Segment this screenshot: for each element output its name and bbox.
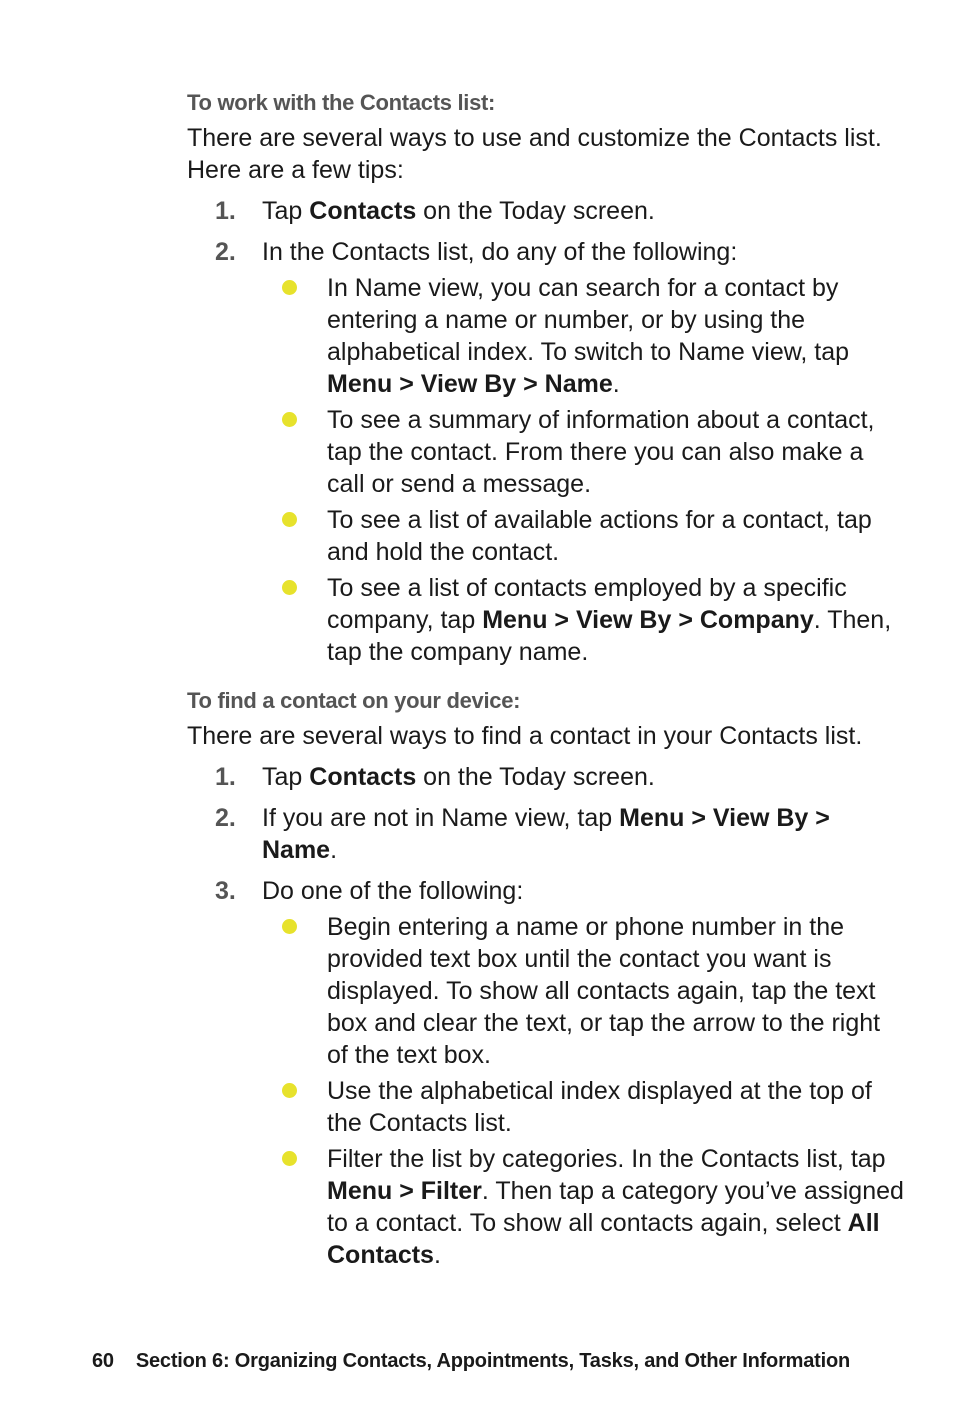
bullet-bold: Menu > View By > Company <box>482 606 814 634</box>
bullet-icon <box>282 1083 297 1098</box>
bullet-text: To see a summary of information about a contact, tap the contact. From there you can also make a call or send a message. <box>327 406 875 498</box>
bullet-text: Begin entering a name or phone number in the provided text box until the contact you want is displayed. To show all contacts again, tap the text box and clear the text, or tap the arrow to the right of the text box. <box>327 913 881 1069</box>
list-item <box>262 404 907 500</box>
bullet-icon <box>282 512 297 527</box>
step-number: 2. <box>215 238 236 266</box>
step-bold: Menu > View By > Name <box>262 804 830 864</box>
page-content <box>187 88 907 1275</box>
bullet-text: To see a list of available actions for a contact, tap and hold the contact. <box>327 506 872 566</box>
bullet-bold: Menu > Filter <box>327 1177 482 1205</box>
section-heading-work-with-contacts: To work with the Contacts list: <box>187 90 496 115</box>
step-item <box>187 195 907 227</box>
section-intro: There are several ways to use and customize the Contacts list. Here are a few tips: <box>187 124 882 184</box>
bullet-icon <box>282 412 297 427</box>
bullet-text: . Then tap a category you’ve assigned to a contact. To show all contacts again, select <box>327 1177 904 1237</box>
step-text: on the Today screen. <box>416 197 655 225</box>
bullet-text: . Then, tap the company name. <box>327 606 892 666</box>
bullet-text: . <box>612 370 620 398</box>
step-text: on the Today screen. <box>416 763 655 791</box>
step-number: 2. <box>215 804 236 832</box>
bullet-text: In Name view, you can search for a contact by entering a name or number, or by using the alphabetical index. To switch to Name view, tap <box>327 274 850 366</box>
bullet-text: Use the alphabetical index displayed at the top of the Contacts list. <box>327 1077 872 1137</box>
footer-section-title: Section 6: Organizing Contacts, Appointments, Tasks, and Other Information <box>135 1350 851 1372</box>
section-heading-find-contact: To find a contact on your device: <box>187 688 521 713</box>
bullet-bold: Menu > View By > Name <box>327 370 613 398</box>
list-item <box>262 272 907 400</box>
step-text: Do one of the following: <box>262 877 524 905</box>
step-text: . <box>330 836 338 864</box>
step-item <box>187 236 907 668</box>
list-item <box>262 1075 907 1139</box>
step-number: 1. <box>215 763 236 791</box>
bullet-text: To see a list of contacts employed by a specific company, tap <box>327 574 847 634</box>
step-text: If you are not in Name view, tap <box>262 804 620 832</box>
step-text: In the Contacts list, do any of the following: <box>262 238 738 266</box>
bullet-text: . <box>433 1241 441 1269</box>
bullet-icon <box>282 580 297 595</box>
bullet-list <box>262 911 907 1271</box>
list-item <box>262 504 907 568</box>
step-item <box>187 761 907 793</box>
bullet-text: Filter the list by categories. In the Contacts list, tap <box>327 1145 886 1173</box>
step-number: 3. <box>215 877 236 905</box>
list-item <box>262 572 907 668</box>
bullet-list <box>262 272 907 668</box>
steps-list <box>187 761 907 1271</box>
page-footer <box>92 1350 850 1373</box>
step-bold: Contacts <box>309 197 417 225</box>
bullet-icon <box>282 1151 297 1166</box>
step-number: 1. <box>215 197 236 225</box>
step-bold: Contacts <box>309 763 417 791</box>
list-item <box>262 911 907 1071</box>
section-intro: There are several ways to find a contact in your Contacts list. <box>187 722 863 750</box>
bullet-icon <box>282 919 297 934</box>
step-text: Tap <box>262 197 310 225</box>
step-text: Tap <box>262 763 310 791</box>
page-number: 60 <box>92 1350 114 1372</box>
list-item <box>262 1143 907 1271</box>
step-item <box>187 875 907 1271</box>
bullet-bold: All Contacts <box>327 1209 880 1269</box>
step-item <box>187 802 907 866</box>
bullet-icon <box>282 280 297 295</box>
steps-list <box>187 195 907 668</box>
